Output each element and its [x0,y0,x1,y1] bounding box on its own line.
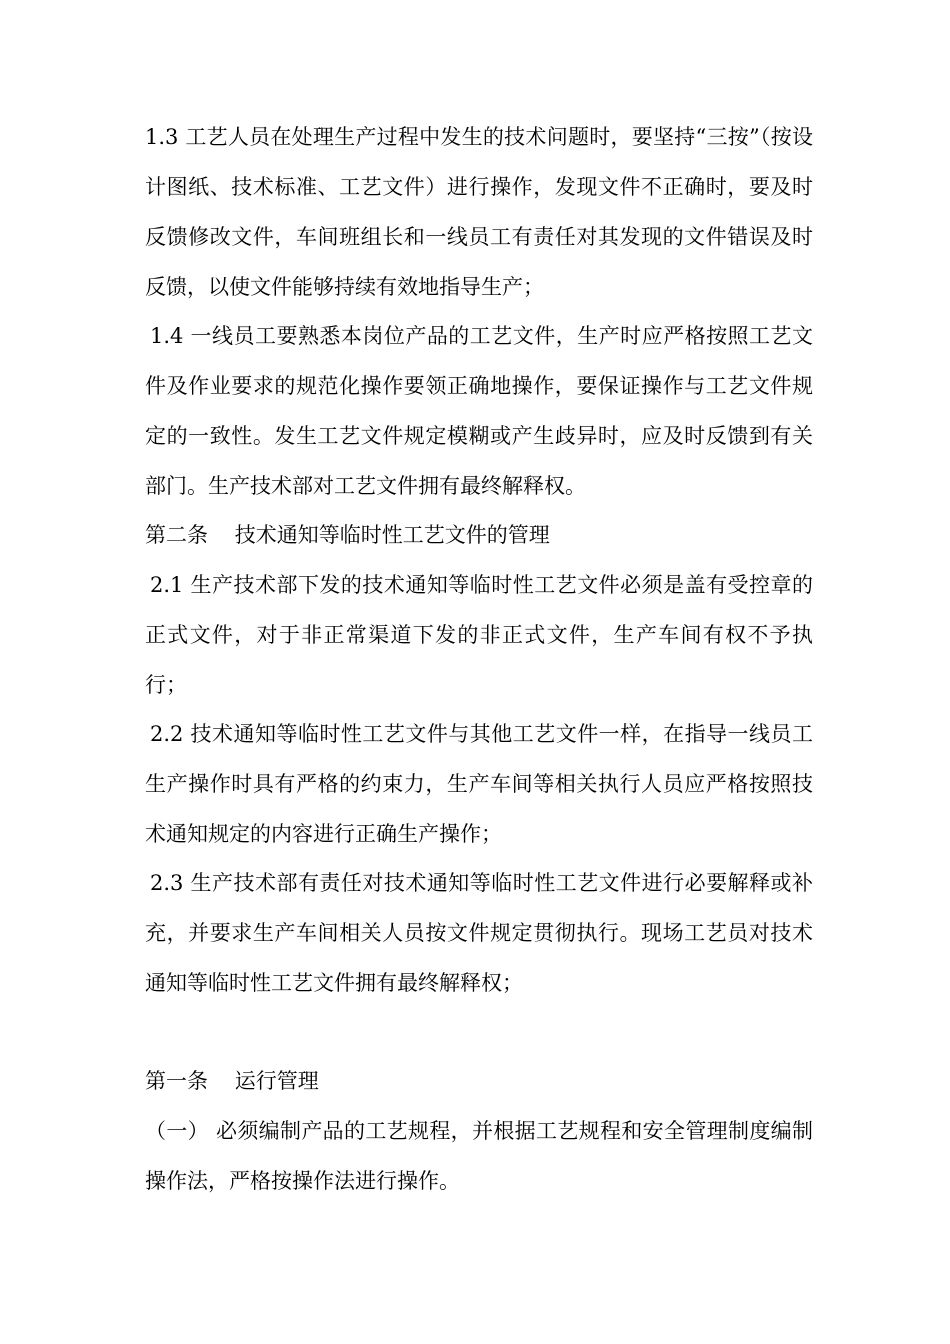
section-heading-article-2: 第二条 技术通知等临时性工艺文件的管理 [145,523,550,547]
paragraph-1-4: 1.4 一线员工要熟悉本岗位产品的工艺文件，生产时应严格按照工艺文件及作业要求的规范化操作要领正确地操作，要保证操作与工艺文件规定的一致性。发生工艺文件规定模糊或产生歧异时，应及时反馈到有关部门。生产技术部对工艺文件拥有最终解释权。 [145,324,813,498]
paragraph-2-2: 2.2 技术通知等临时性工艺文件与其他工艺文件一样，在指导一线员工生产操作时具有严格的约束力，生产车间等相关执行人员应严格按照技术通知规定的内容进行正确生产操作； [145,722,813,846]
section-heading-article-1: 第一条 运行管理 [145,1069,319,1093]
paragraph-item-1: （一） 必须编制产品的工艺规程，并根据工艺规程和安全管理制度编制操作法，严格按操作法进行操作。 [145,1119,813,1193]
paragraph-2-3: 2.3 生产技术部有责任对技术通知等临时性工艺文件进行必要解释或补充，并要求生产车间相关人员按文件规定贯彻执行。现场工艺员对技术通知等临时性工艺文件拥有最终解释权； [145,871,813,995]
paragraph-2-1: 2.1 生产技术部下发的技术通知等临时性工艺文件必须是盖有受控章的正式文件，对于非正常渠道下发的非正式文件，生产车间有权不予执行； [145,573,813,697]
paragraph-1-3: 1.3 工艺人员在处理生产过程中发生的技术问题时，要坚持“三按”（按设计图纸、技术标准、工艺文件）进行操作，发现文件不正确时，要及时反馈修改文件，车间班组长和一线员工有责任对其发现的文件错误及时反馈，以使文件能够持续有效地指导生产； [145,125,813,299]
